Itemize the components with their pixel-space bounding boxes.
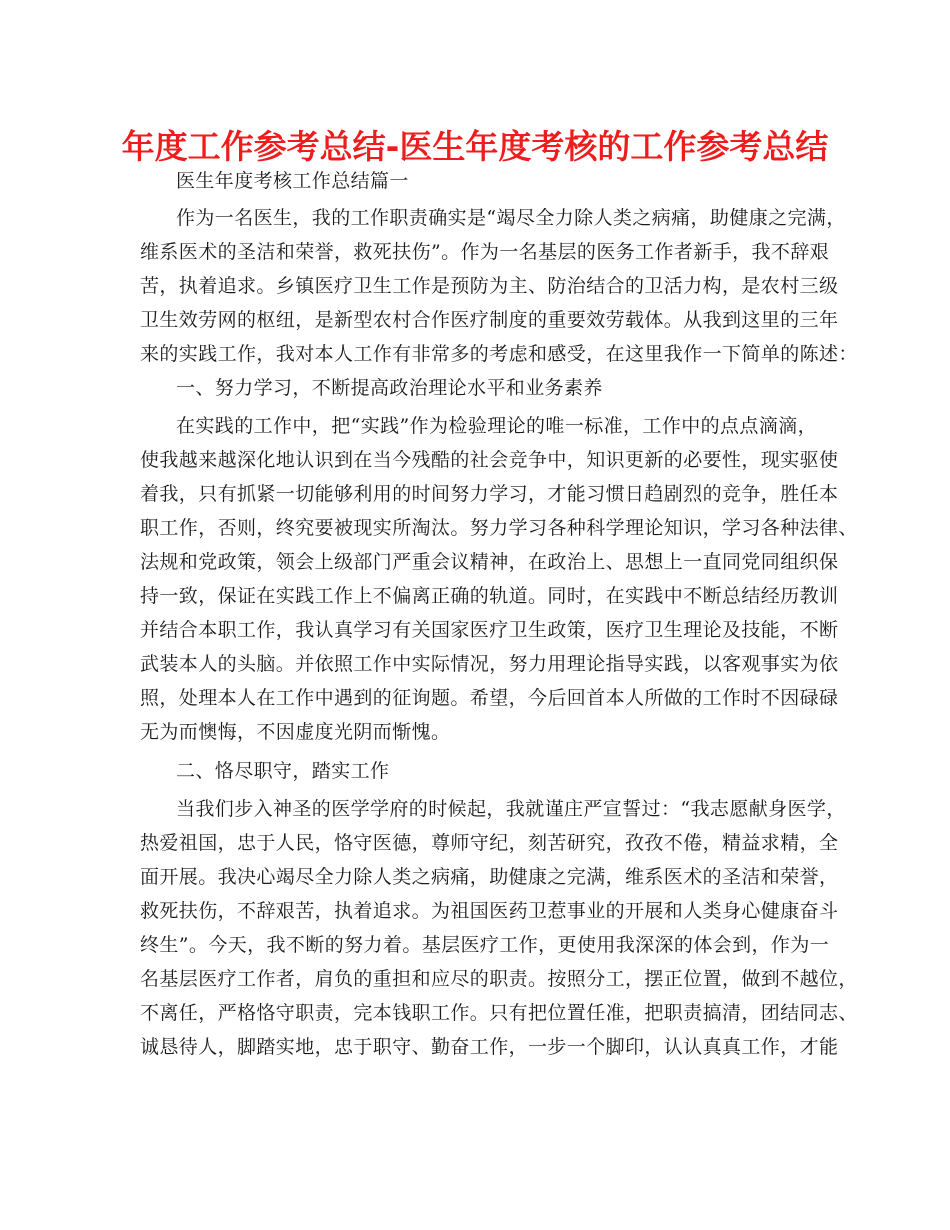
paragraph-line: 使我越来越深化地认识到在当今残酷的社会竞争中，知识更新的必要性，现实驱使 bbox=[140, 449, 839, 471]
paragraph-line: 卫生效劳网的枢纽，是新型农村合作医疗制度的重要效劳载体。从我到这里的三年 bbox=[140, 309, 839, 331]
paragraph-line: 当我们步入神圣的医学学府的时候起，我就谨庄严宣誓过：“我志愿献身医学， bbox=[176, 798, 846, 820]
section-heading: 二、恪尽职守，踏实工作 bbox=[176, 760, 390, 782]
paragraph-line: 照，处理本人在工作中遇到的征询题。希望，今后回首本人所做的工作时不因碌碌 bbox=[140, 687, 839, 709]
paragraph-line: 无为而懊悔，不因虚度光阴而惭愧。 bbox=[140, 721, 451, 743]
paragraph-line: 在实践的工作中，把“实践”作为检验理论的唯一标准，工作中的点点滴滴， bbox=[176, 415, 818, 437]
paragraph-line: 职工作，否则，终究要被现实所淘汰。努力学习各种科学理论知识，学习各种法律、 bbox=[140, 517, 858, 539]
paragraph-line: 武装本人的头脑。并依照工作中实际情况，努力用理论指导实践，以客观事实为依 bbox=[140, 653, 839, 675]
paragraph-line: 苦，执着追求。乡镇医疗卫生工作是预防为主、防治结合的卫活力构，是农村三级 bbox=[140, 275, 839, 297]
document-title: 年度工作参考总结-医生年度考核的工作参考总结 bbox=[121, 127, 829, 166]
paragraph-line: 持一致，保证在实践工作上不偏离正确的轨道。同时，在实践中不断总结经历教训 bbox=[140, 585, 839, 607]
paragraph-line: 并结合本职工作，我认真学习有关国家医疗卫生政策，医疗卫生理论及技能，不断 bbox=[140, 619, 839, 641]
paragraph-line: 着我，只有抓紧一切能够利用的时间努力学习，才能习惯日趋剧烈的竞争，胜任本 bbox=[140, 483, 839, 505]
paragraph-line: 热爱祖国，忠于人民，恪守医德，尊师守纪，刻苦研究，孜孜不倦，精益求精，全 bbox=[140, 832, 839, 854]
section-heading: 一、努力学习，不断提高政治理论水平和业务素养 bbox=[176, 377, 603, 399]
paragraph-line: 终生”。今天，我不断的努力着。基层医疗工作，更使用我深深的体会到，作为一 bbox=[140, 934, 830, 956]
paragraph-line: 来的实践工作，我对本人工作有非常多的考虑和感受，在这里我作一下简单的陈述： bbox=[140, 343, 858, 365]
section-heading: 医生年度考核工作总结篇一 bbox=[176, 170, 409, 192]
paragraph-line: 不离任，严格恪守职责，完本钱职工作。只有把位置任准，把职责搞清，团结同志、 bbox=[140, 1002, 858, 1024]
paragraph-line: 作为一名医生，我的工作职责确实是“竭尽全力除人类之病痛，助健康之完满， bbox=[176, 207, 846, 229]
paragraph-line: 诚恳待人，脚踏实地，忠于职守、勤奋工作，一步一个脚印，认认真真工作，才能 bbox=[140, 1036, 839, 1058]
paragraph-line: 维系医术的圣洁和荣誉，救死扶伤”。作为一名基层的医务工作者新手，我不辞艰 bbox=[140, 241, 830, 263]
paragraph-line: 名基层医疗工作者，肩负的重担和应尽的职责。按照分工，摆正位置，做到不越位， bbox=[140, 968, 858, 990]
paragraph-line: 法规和党政策，领会上级部门严重会议精神，在政治上、思想上一直同党同组织保 bbox=[140, 551, 839, 573]
paragraph-line: 面开展。我决心竭尽全力除人类之病痛，助健康之完满，维系医术的圣洁和荣誉， bbox=[140, 866, 839, 888]
paragraph-line: 救死扶伤，不辞艰苦，执着追求。为祖国医药卫惹事业的开展和人类身心健康奋斗 bbox=[140, 900, 839, 922]
